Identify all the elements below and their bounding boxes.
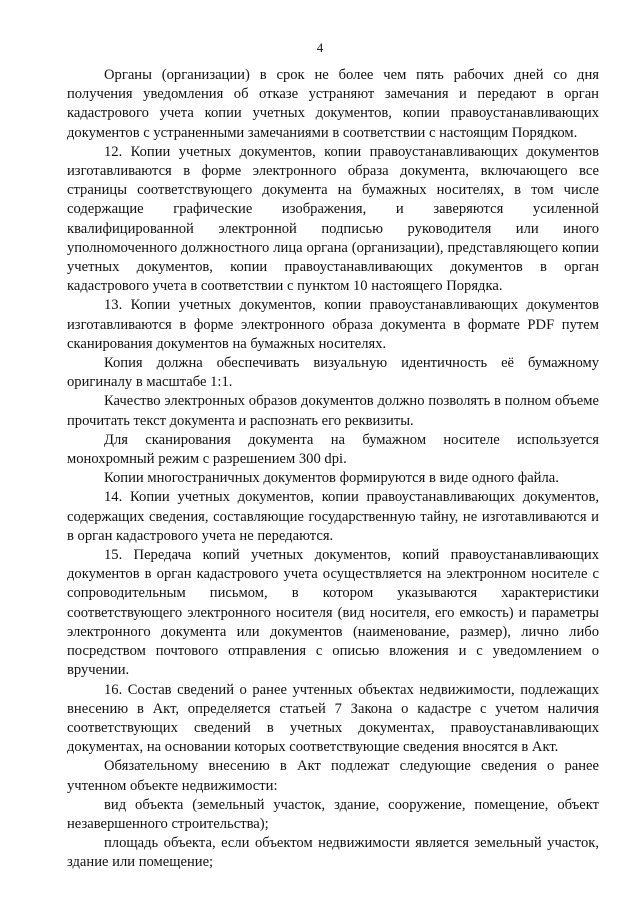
paragraph-remarks-correction: Органы (организации) в срок не более чем пять рабочих дней со дня получения уведомления об отказе устраняют замечания и передают в орган кадастрового учета копии учетных документов, копии правоустанавливающих документов с устраненными замечаниями в соответствии с настоящим Порядком.	[67, 67, 599, 141]
paragraph-item-15: 15. Передача копий учетных документов, копий правоустанавливающих документов в орган кадастрового учета осуществляется на электронном носителе с сопроводительным письмом, в котором указываются характеристики соответствующего электронного носителя (вид носителя, его емкость) и параметры электронного документа или документов (наименование, размер), лично либо посредством почтового отправления с описью вложения и с уведомлением о вручении.	[67, 547, 599, 679]
paragraph-item-16: 16. Состав сведений о ранее учтенных объектах недвижимости, подлежащих внесению в Акт, определяется статьей 7 Закона о кадастре с учетом наличия соответствующих сведений в учетных документах, правоустанавливающих документах, на основании которых соответствующие сведения вносятся в Акт.	[67, 681, 599, 756]
paragraph-item-14: 14. Копии учетных документов, копии правоустанавливающих документов, содержащих сведения, составляющие государственную тайну, не изготавливаются и в орган кадастрового учета не передаются.	[67, 489, 599, 544]
paragraph-copy-identity: Копия должна обеспечивать визуальную идентичность её бумажному оригиналу в масштабе 1:1.	[67, 355, 599, 391]
paragraph-image-quality: Качество электронных образов документов должно позволять в полном объеме прочитать текст документа и распознать его реквизиты.	[67, 393, 599, 429]
paragraph-item-12: 12. Копии учетных документов, копии правоустанавливающих документов изготавливаются в форме электронного образа документа, включающего все страницы соответствующего документа на бумажных носителях, в том числе содержащие графические изображения, и заверяются усиленной квалифицированной электронной подписью руководителя или иного уполномоченного должностного лица органа (организации), представляющего копии учетных документов, копии правоустанавливающих документов в орган кадастрового учета в соответствии с пунктом 10 настоящего Порядка.	[67, 143, 599, 295]
list-item-object-type: вид объекта (земельный участок, здание, сооружение, помещение, объект незавершенного строительства);	[67, 796, 599, 832]
list-item-object-area: площадь объекта, если объектом недвижимости является земельный участок, здание или помещение;	[67, 835, 599, 871]
paragraph-multipage-file: Копии многостраничных документов формируются в виде одного файла.	[104, 470, 559, 487]
document-body	[67, 66, 599, 873]
paragraph-scan-mode: Для сканирования документа на бумажном носителе используется монохромный режим с разрешением 300 dpi.	[67, 431, 599, 468]
page-number: 4	[316, 40, 324, 55]
paragraph-mandatory-info: Обязательному внесению в Акт подлежат следующие сведения о ранее учтенном объекте недвижимости:	[67, 758, 599, 794]
paragraph-item-13: 13. Копии учетных документов, копии правоустанавливающих документов изготавливаются в форме электронного образа документа в формате PDF путем сканирования документов на бумажных носителях.	[67, 297, 599, 352]
